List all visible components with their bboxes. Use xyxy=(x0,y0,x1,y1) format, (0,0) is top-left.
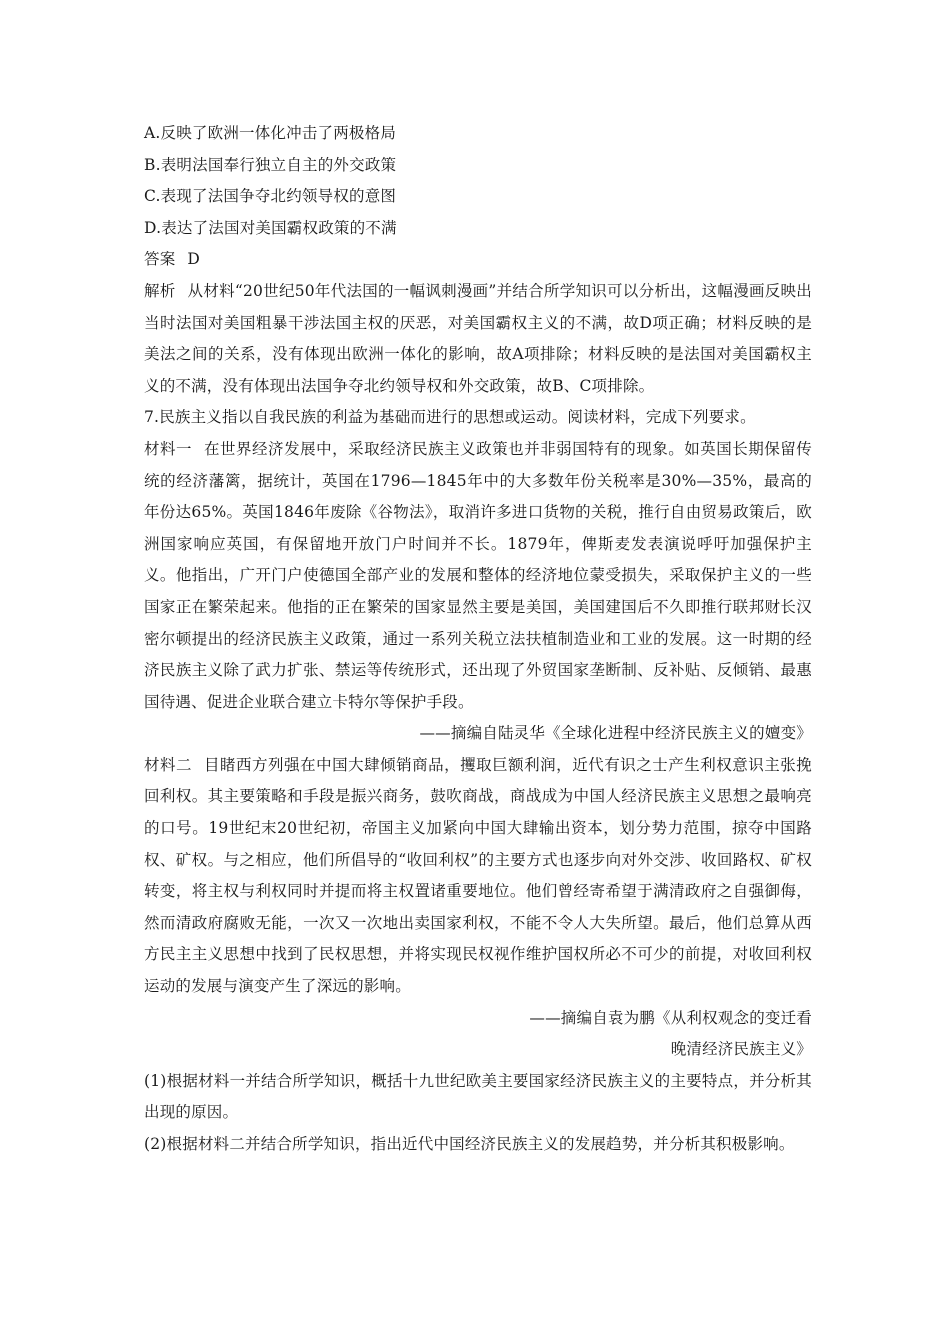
material-1-source: ——摘编自陆灵华《全球化进程中经济民族主义的嬗变》 xyxy=(419,724,812,743)
document-page xyxy=(144,118,812,1161)
answer-line xyxy=(144,244,812,276)
option-d: D.表达了法国对美国霸权政策的不满 xyxy=(144,218,397,237)
option-b: B.表明法国奉行独立自主的外交政策 xyxy=(144,155,397,174)
analysis-label: 解析 xyxy=(144,281,176,300)
material-2-label: 材料二 xyxy=(144,755,193,774)
material-2-source-line-1: ——摘编自袁为鹏《从利权观念的变迁看 xyxy=(529,1008,812,1027)
sub-question-1: (1)根据材料一并结合所学知识，概括十九世纪欧美主要国家经济民族主义的主要特点，并分析其出现的原因。 xyxy=(144,1071,812,1122)
analysis-text: 从材料“20世纪50年代法国的一幅讽刺漫画”并结合所学知识可以分析出，这幅漫画反映出当时法国对美国粗暴干涉法国主权的厌恶，对美国霸权主义的不满，故D项正确；材料反映的是美法之间的关系，没有体现出欧洲一体化的影响，故A项排除；材料反映的是法国对美国霸权主义的不满，没有体现出法国争夺北约领导权和外交政策，故B、C项排除。 xyxy=(144,281,812,395)
sub-question-2: (2)根据材料二并结合所学知识，指出近代中国经济民族主义的发展趋势，并分析其积极影响。 xyxy=(144,1135,795,1153)
answer-value: D xyxy=(187,250,201,269)
material-1-text: 在世界经济发展中，采取经济民族主义政策也并非弱国特有的现象。如英国长期保留传统的经济藩篱，据统计，英国在1796—1845年中的大多数年份关税率是30%—35%，最高的年份达65%。英国1846年废除《谷物法》，取消许多进口货物的关税，推行自由贸易政策后，欧洲国家响应英国，有保留地开放门户时间并不长。1879年，俾斯麦发表演说呼吁加强保护主义。他指出，广开门户使德国全部产业的发展和整体的经济地位蒙受损失，采取保护主义的一些国家正在繁荣起来。他指的正在繁荣的国家显然主要是美国，美国建国后不久即推行联邦财长汉密尔顿提出的经济民族主义政策，通过一系列关税立法扶植制造业和工业的发展。这一时期的经济民族主义除了武力扩张、禁运等传统形式，还出现了外贸国家垄断制、反补贴、反倾销、最惠国待遇、促进企业联合建立卡特尔等保护手段。 xyxy=(144,439,812,711)
material-2 xyxy=(144,750,812,1003)
material-2-source-line-2: 晚清经济民族主义》 xyxy=(670,1040,812,1059)
option-a: A.反映了欧洲一体化冲击了两极格局 xyxy=(144,124,397,142)
material-1 xyxy=(144,434,812,718)
option-c: C.表现了法国争夺北约领导权的意图 xyxy=(144,187,397,206)
material-2-text: 目睹西方列强在中国大肆倾销商品，攫取巨额利润，近代有识之士产生利权意识主张挽回利权。其主要策略和手段是振兴商务，鼓吹商战，商战成为中国人经济民族主义思想之最响亮的口号。19世纪末20世纪初，帝国主义加紧向中国大肆输出资本，划分势力范围，掠夺中国路权、矿权。与之相应，他们所倡导的“收回利权”的主要方式也逐步向对外交涉、收回路权、矿权转变，将主权与利权同时并提而将主权置诸重要地位。他们曾经寄希望于满清政府之自强御侮，然而清政府腐败无能，一次又一次地出卖国家利权，不能不令人大失所望。最后，他们总算从西方民主主义思想中找到了民权思想，并将实现民权视作维护国权所必不可少的前提，对收回利权运动的发展与演变产生了深远的影响。 xyxy=(144,755,812,996)
question-7-intro: 7.民族主义指以自我民族的利益为基础而进行的思想或运动。阅读材料，完成下列要求。 xyxy=(144,408,756,427)
analysis-paragraph xyxy=(144,276,812,402)
material-1-label: 材料一 xyxy=(144,439,193,458)
answer-label: 答案 xyxy=(144,250,176,269)
